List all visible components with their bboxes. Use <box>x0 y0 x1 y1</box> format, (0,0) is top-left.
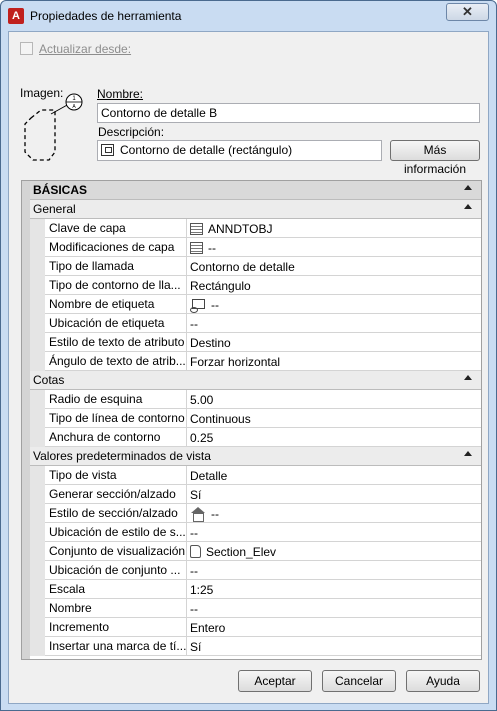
property-value[interactable]: -- <box>190 316 198 331</box>
property-name: Tipo de llamada <box>45 257 187 276</box>
property-row-section-style-location[interactable] <box>30 523 481 542</box>
property-name: Modificaciones de capa <box>45 238 187 257</box>
property-value[interactable]: 0.25 <box>190 430 214 445</box>
property-value[interactable] <box>187 504 481 523</box>
property-row-attribute-text-angle[interactable] <box>30 352 481 371</box>
cancel-button[interactable]: Cancelar <box>322 670 396 692</box>
house-icon <box>190 507 206 521</box>
property-row-view-type[interactable] <box>30 466 481 485</box>
description-icon <box>101 144 114 156</box>
row-gutter <box>30 352 45 371</box>
row-gutter <box>30 390 45 409</box>
collapse-arrow-icon[interactable] <box>464 375 472 380</box>
more-info-button[interactable]: Más información <box>390 140 480 161</box>
collapse-arrow-icon[interactable] <box>464 185 472 190</box>
property-row-tag-location[interactable] <box>30 314 481 333</box>
row-gutter <box>30 257 45 276</box>
property-name: Escala <box>45 580 187 599</box>
property-row-attribute-text-style[interactable] <box>30 333 481 352</box>
property-name: Tipo de vista <box>45 466 187 485</box>
property-value[interactable]: Rectángulo <box>190 278 251 293</box>
section-view-defaults[interactable] <box>30 447 481 466</box>
dialog-client-area <box>8 31 489 704</box>
image-label: Imagen: <box>20 86 64 100</box>
property-value[interactable]: Entero <box>190 620 226 635</box>
tool-preview-image <box>19 92 85 168</box>
row-gutter <box>30 637 45 656</box>
grid-side-bar[interactable] <box>22 181 30 659</box>
row-gutter <box>30 219 45 238</box>
row-gutter <box>30 599 45 618</box>
property-grid-rows <box>30 181 481 656</box>
property-value[interactable]: -- <box>190 563 198 578</box>
title-bar[interactable] <box>1 1 496 31</box>
property-value[interactable]: Forzar horizontal <box>190 354 281 369</box>
category-basic[interactable] <box>30 181 481 200</box>
property-name: Ubicación de estilo de s... <box>45 523 187 542</box>
row-gutter <box>30 466 45 485</box>
property-value[interactable]: Contorno de detalle <box>190 259 295 274</box>
row-gutter <box>30 561 45 580</box>
property-value[interactable] <box>187 219 481 238</box>
property-row-insert-title-mark[interactable] <box>30 637 481 656</box>
property-row-boundary-type[interactable] <box>30 276 481 295</box>
property-value-text: -- <box>211 297 219 312</box>
property-row-increment[interactable] <box>30 618 481 637</box>
property-row-scale[interactable] <box>30 580 481 599</box>
tag-icon <box>190 298 206 311</box>
description-label: Descripción: <box>98 125 165 139</box>
window-title: Propiedades de herramienta <box>30 9 182 23</box>
row-gutter <box>30 580 45 599</box>
property-name: Clave de capa <box>45 219 187 238</box>
table-icon <box>190 242 203 254</box>
update-from-label: Actualizar desde: <box>39 42 132 56</box>
property-value[interactable]: -- <box>190 601 198 616</box>
section-view-defaults-label: Valores predeterminados de vista <box>33 449 211 463</box>
row-gutter <box>30 238 45 257</box>
property-name: Estilo de sección/alzado <box>45 504 187 523</box>
row-gutter <box>30 428 45 447</box>
property-name: Tipo de contorno de lla... <box>45 276 187 295</box>
property-row-boundary-linetype[interactable] <box>30 409 481 428</box>
property-value[interactable]: Sí <box>190 487 202 502</box>
property-value[interactable]: Detalle <box>190 468 228 483</box>
name-label: Nombre: <box>97 87 144 101</box>
property-name: Insertar una marca de tí... <box>45 637 187 656</box>
row-gutter <box>30 542 45 561</box>
property-grid <box>21 180 482 660</box>
row-gutter <box>30 409 45 428</box>
category-basic-label: BÁSICAS <box>33 183 88 197</box>
row-gutter <box>30 314 45 333</box>
svg-text:A: A <box>72 104 76 110</box>
property-name: Nombre <box>45 599 187 618</box>
row-gutter <box>30 504 45 523</box>
property-value[interactable]: Destino <box>190 335 231 350</box>
update-from-checkbox[interactable] <box>20 42 33 55</box>
description-value: Contorno de detalle (rectángulo) <box>120 143 293 157</box>
section-dimensions-label: Cotas <box>33 373 65 387</box>
property-value[interactable]: Continuous <box>190 411 251 426</box>
property-value[interactable]: 5.00 <box>190 392 214 407</box>
property-row-generate-section[interactable] <box>30 485 481 504</box>
property-name: Estilo de texto de atributo <box>45 333 187 352</box>
property-value[interactable]: 1:25 <box>190 582 214 597</box>
property-value-text: -- <box>208 240 216 255</box>
collapse-arrow-icon[interactable] <box>464 451 472 456</box>
property-name: Ángulo de texto de atrib... <box>45 352 187 371</box>
help-button[interactable]: Ayuda <box>406 670 480 692</box>
property-value-text: Section_Elev <box>206 544 277 559</box>
autocad-logo-icon: A <box>8 8 24 24</box>
update-from-row <box>20 42 131 56</box>
close-button[interactable]: ✕ <box>446 3 489 21</box>
name-input[interactable]: Contorno de detalle B <box>97 103 480 123</box>
ok-button[interactable]: Aceptar <box>238 670 312 692</box>
property-value[interactable]: -- <box>190 525 198 540</box>
property-name: Incremento <box>45 618 187 637</box>
property-row-name[interactable] <box>30 599 481 618</box>
property-row-layer-overrides[interactable] <box>30 238 481 257</box>
property-row-section-style[interactable] <box>30 504 481 523</box>
property-name: Ubicación de etiqueta <box>45 314 187 333</box>
page-icon <box>190 545 201 558</box>
property-row-display-set-location[interactable] <box>30 561 481 580</box>
property-row-display-set[interactable] <box>30 542 481 561</box>
property-row-layer-key[interactable] <box>30 219 481 238</box>
property-name: Nombre de etiqueta <box>45 295 187 314</box>
property-value[interactable] <box>187 542 481 561</box>
property-name: Anchura de contorno <box>45 428 187 447</box>
section-general-label: General <box>33 202 76 216</box>
svg-text:1: 1 <box>72 96 76 102</box>
section-dimensions[interactable] <box>30 371 481 390</box>
row-gutter <box>30 333 45 352</box>
property-row-tag-name[interactable] <box>30 295 481 314</box>
property-name: Radio de esquina <box>45 390 187 409</box>
row-gutter <box>30 618 45 637</box>
property-value-text: ANNDTOBJ <box>208 221 273 236</box>
property-value[interactable] <box>187 295 481 314</box>
property-row-callout-type[interactable] <box>30 257 481 276</box>
section-general[interactable] <box>30 200 481 219</box>
table-icon <box>190 223 203 235</box>
property-value-text: -- <box>211 506 219 521</box>
row-gutter <box>30 276 45 295</box>
property-value[interactable]: Sí <box>190 639 202 654</box>
property-row-corner-radius[interactable] <box>30 390 481 409</box>
description-field[interactable] <box>97 140 382 161</box>
property-row-boundary-width[interactable] <box>30 428 481 447</box>
property-value[interactable] <box>187 238 481 257</box>
property-name: Generar sección/alzado <box>45 485 187 504</box>
row-gutter <box>30 295 45 314</box>
property-name: Ubicación de conjunto ... <box>45 561 187 580</box>
row-gutter <box>30 523 45 542</box>
property-name: Tipo de línea de contorno <box>45 409 187 428</box>
collapse-arrow-icon[interactable] <box>464 204 472 209</box>
row-gutter <box>30 485 45 504</box>
property-name: Conjunto de visualización <box>45 542 187 561</box>
